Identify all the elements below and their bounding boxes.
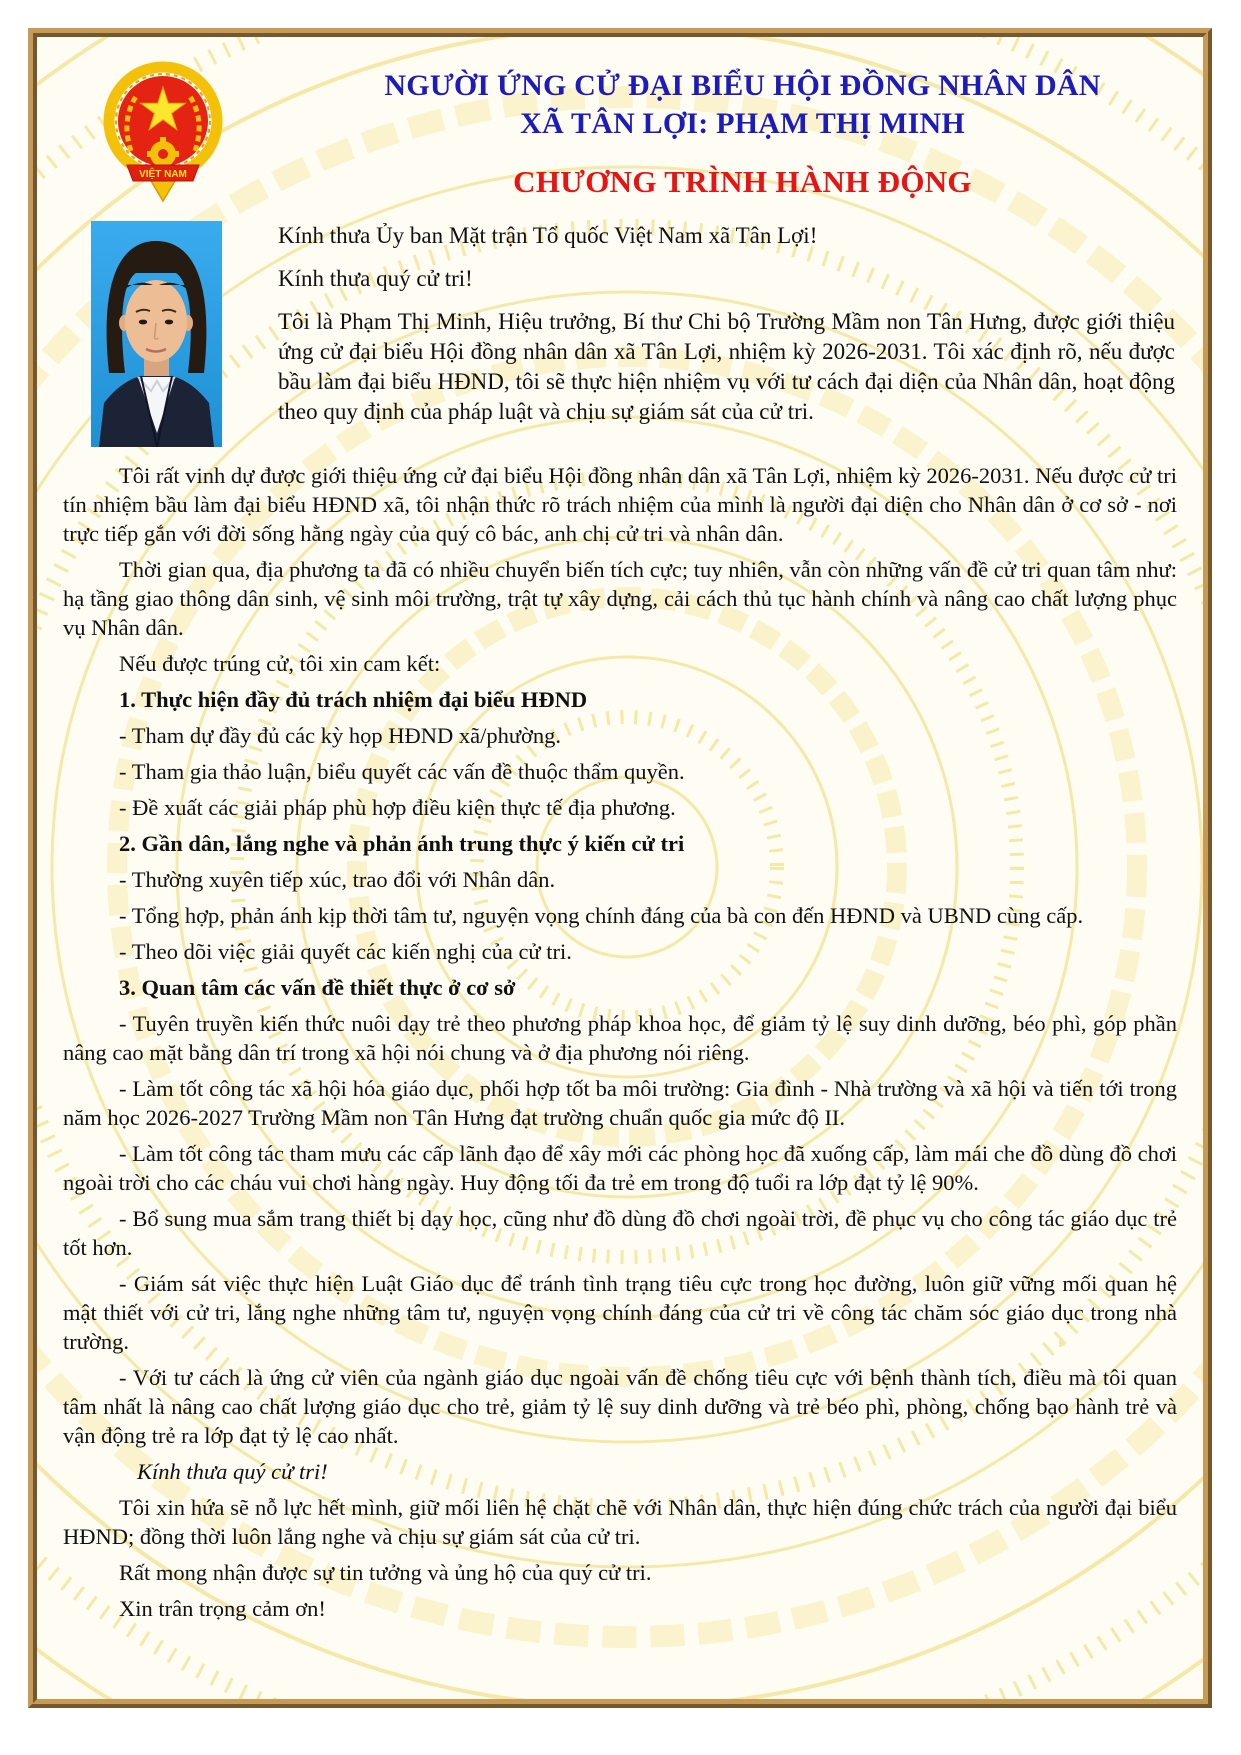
commitment-3-item-5: - Giám sát việc thực hiện Luật Giáo dục để tránh tình trạng tiêu cực trong học đường, luôn giữ vững mối quan hệ mật thiết với cử tri, lắng nghe những tâm tư, nguyện vọng chính đáng của cử tri về công tác chăm sóc giáo dục trong nhà trường. [63,1271,1177,1354]
salutation-line-1: Kính thưa Ủy ban Mặt trận Tổ quốc Việt Nam xã Tân Lợi! [278,223,818,248]
commitment-3-item-2: - Làm tốt công tác xã hội hóa giáo dục, phối hợp tốt ba môi trường: Gia đình - Nhà trường và xã hội và tiến tới trong năm học 2026-2027 Trường Mầm non Tân Hưng đạt trường chuẩn quốc gia mức độ II. [63,1076,1177,1130]
salutation-line-2: Kính thưa quý cử tri! [278,266,473,291]
commitment-3-item-1: - Tuyên truyền kiến thức nuôi dạy trẻ theo phương pháp khoa học, để giảm tỷ lệ suy dinh dưỡng, béo phì, góp phần nâng cao mặt bằng dân trí trong xã hội nói chung và ở địa phương nói riêng. [63,1011,1177,1065]
commitment-3-heading: 3. Quan tâm các vấn đề thiết thực ở cơ sở [119,975,516,1000]
intro-paragraph: Tôi là Phạm Thị Minh, Hiệu trưởng, Bí thư Chi bộ Trường Mầm non Tân Hưng, được giới thiệu ứng cử đại biểu Hội đồng nhân dân xã Tân Lợi, nhiệm kỳ 2026-2031. Tôi xác định rõ, nếu được bầu làm đại biểu HĐND, tôi sẽ thực hiện nhiệm vụ với tư cách đại diện của Nhân dân, hoạt động theo quy định của pháp luật và chịu sự giám sát của cử tri. [278,309,1175,424]
commitment-2-item-3: - Theo dõi việc giải quyết các kiến nghị của cử tri. [119,939,572,964]
commitment-1-heading: 1. Thực hiện đầy đủ trách nhiệm đại biểu HĐND [119,687,588,712]
commitment-2-heading: 2. Gần dân, lắng nghe và phản ánh trung thực ý kiến cử tri [119,831,685,856]
program-title: CHƯƠNG TRÌNH HÀNH ĐỘNG [513,164,972,199]
opening-text [222,221,1177,447]
photo-section [63,221,1177,447]
header [63,47,1177,209]
commitment-3-item-6: - Với tư cách là ứng cử viên của ngành giáo dục ngoài vấn đề chống tiêu cực với bệnh thành tích, điều mà tôi quan tâm nhất là nâng cao chất lượng giáo dục cho trẻ, giảm tỷ lệ suy dinh dưỡng và trẻ béo phì, phòng, chống bạo hành trẻ và vận động trẻ ra lớp đạt tỷ lệ cao nhất. [63,1365,1177,1448]
title-block [308,47,1177,199]
commitment-1-item-3: - Đề xuất các giải pháp phù hợp điều kiện thực tế địa phương. [119,795,676,820]
emblem-container [63,47,308,209]
commitment-1-item-1: - Tham dự đầy đủ các kỳ họp HĐND xã/phường. [119,723,562,748]
paragraph-local-issues: Thời gian qua, địa phương ta đã có nhiều chuyển biến tích cực; tuy nhiên, vẫn còn những vấn đề cử tri quan tâm như: hạ tầng giao thông dân sinh, vệ sinh môi trường, trật tự xây dựng, cải cách thủ tục hành chính và nâng cao chất lượng phục vụ Nhân dân. [63,557,1177,640]
commitment-3-item-4: - Bổ sung mua sắm trang thiết bị dạy học, cũng như đồ dùng đồ chơi ngoài trời, đề phục vụ cho công tác giáo dục trẻ tốt hơn. [63,1206,1177,1260]
commitment-1-item-2: - Tham gia thảo luận, biểu quyết các vấn đề thuộc thẩm quyền. [119,759,685,784]
commitment-2-item-1: - Thường xuyên tiếp xúc, trao đổi với Nhân dân. [119,867,556,892]
paragraph-honor: Tôi rất vinh dự được giới thiệu ứng cử đại biểu Hội đồng nhân dân xã Tân Lợi, nhiệm kỳ 2026-2031. Nếu được cử tri tín nhiệm bầu làm đại biểu HĐND xã, tôi nhận thức rõ trách nhiệm của mình là người đại diện cho Nhân dân ở cơ sở - nơi trực tiếp gắn với đời sống hằng ngày của quý cô bác, anh chị cử tri và nhân dân. [63,463,1177,546]
commitment-2-item-2: - Tổng hợp, phản ánh kịp thời tâm tư, nguyện vọng chính đáng của bà con đến HĐND và UBND cùng cấp. [119,903,1084,928]
page-content [37,37,1203,1699]
closing-thanks: Xin trân trọng cảm ơn! [119,1596,326,1621]
closing-salutation: Kính thưa quý cử tri! [137,1459,328,1484]
candidate-photo [91,221,222,447]
closing-promise: Tôi xin hứa sẽ nỗ lực hết mình, giữ mối liên hệ chặt chẽ với Nhân dân, thực hiện đúng chức trách của người đại biểu HĐND; đồng thời luôn lắng nghe và chịu sự giám sát của cử tri. [63,1495,1177,1549]
candidate-title-line1: NGƯỜI ỨNG CỬ ĐẠI BIỂU HỘI ĐỒNG NHÂN DÂN [384,69,1101,102]
closing-support-request: Rất mong nhận được sự tin tưởng và ủng hộ của quý cử tri. [119,1560,652,1585]
emblem-caption: VIỆT NAM [139,169,187,180]
paragraph-commitment-lead: Nếu được trúng cử, tôi xin cam kết: [119,651,441,676]
body [63,461,1177,1623]
candidate-title-line2: XÃ TÂN LỢI: PHẠM THỊ MINH [520,107,965,140]
page-frame [28,28,1212,1708]
vietnam-national-emblem-icon [93,59,233,209]
commitment-3-item-3: - Làm tốt công tác tham mưu các cấp lãnh đạo để xây mới các phòng học đã xuống cấp, làm mái che đồ dùng đồ chơi ngoài trời cho các cháu vui chơi hàng ngày. Huy động tối đa trẻ em trong độ tuổi ra lớp đạt tỷ lệ 90%. [63,1141,1177,1195]
